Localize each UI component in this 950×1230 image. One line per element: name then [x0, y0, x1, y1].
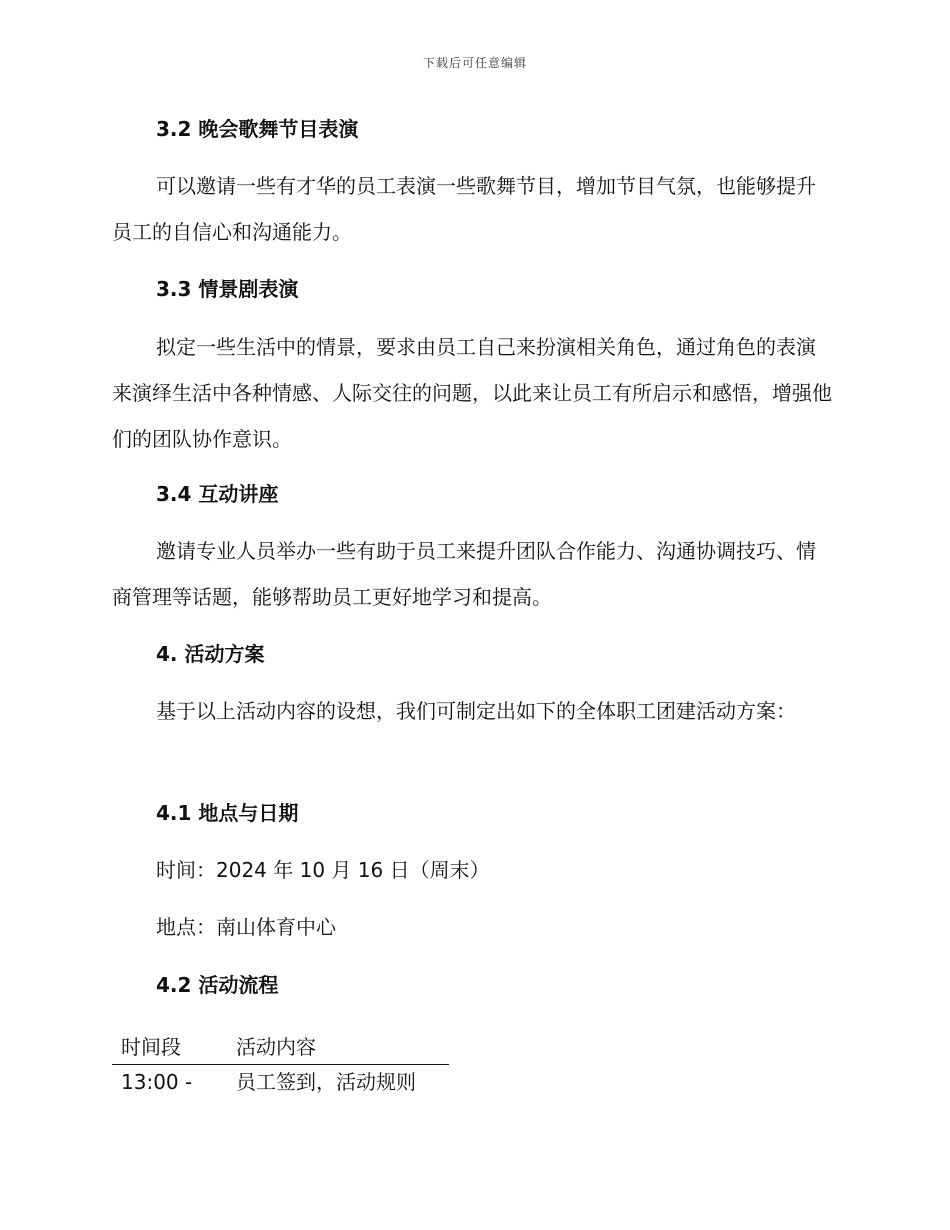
page-header-note: 下载后可任意编辑 — [422, 56, 527, 70]
table-row — [112, 1065, 449, 1099]
section-3-4-body: 邀请专业人员举办一些有助于员工来提升团队合作能力、沟通协调技巧、情商管理等话题，能够帮助员工更好地学习和提高。 — [112, 539, 816, 609]
section-4-title: 4. 活动方案 — [156, 642, 265, 666]
section-4-1-title: 4.1 地点与日期 — [156, 801, 299, 825]
table-header-row — [112, 1030, 449, 1065]
section-4-2-title: 4.2 活动流程 — [156, 973, 279, 997]
section-3-3-title: 3.3 情景剧表演 — [156, 277, 299, 301]
table-cell: 员工签到，活动规则 — [236, 1070, 416, 1094]
section-3-4-title: 3.4 互动讲座 — [156, 482, 279, 506]
event-time: 时间：2024 年 10 月 16 日（周末） — [156, 858, 490, 882]
table-header-cell: 时间段 — [121, 1035, 181, 1059]
section-3-3-body: 拟定一些生活中的情景，要求由员工自己来扮演相关角色，通过角色的表演来演绎生活中各种情感、人际交往的问题，以此来让员工有所启示和感悟，增强他们的团队协作意识。 — [112, 335, 832, 451]
section-3-2-body: 可以邀请一些有才华的员工表演一些歌舞节目，增加节目气氛，也能够提升员工的自信心和沟通能力。 — [112, 174, 816, 244]
event-place: 地点：南山体育中心 — [156, 915, 336, 939]
section-4-body: 基于以上活动内容的设想，我们可制定出如下的全体职工团建活动方案： — [156, 699, 796, 723]
schedule-table — [112, 1030, 449, 1099]
section-3-2-title: 3.2 晚会歌舞节目表演 — [156, 117, 359, 141]
table-cell: 13:00 - — [121, 1070, 193, 1094]
table-header-cell: 活动内容 — [236, 1035, 316, 1059]
